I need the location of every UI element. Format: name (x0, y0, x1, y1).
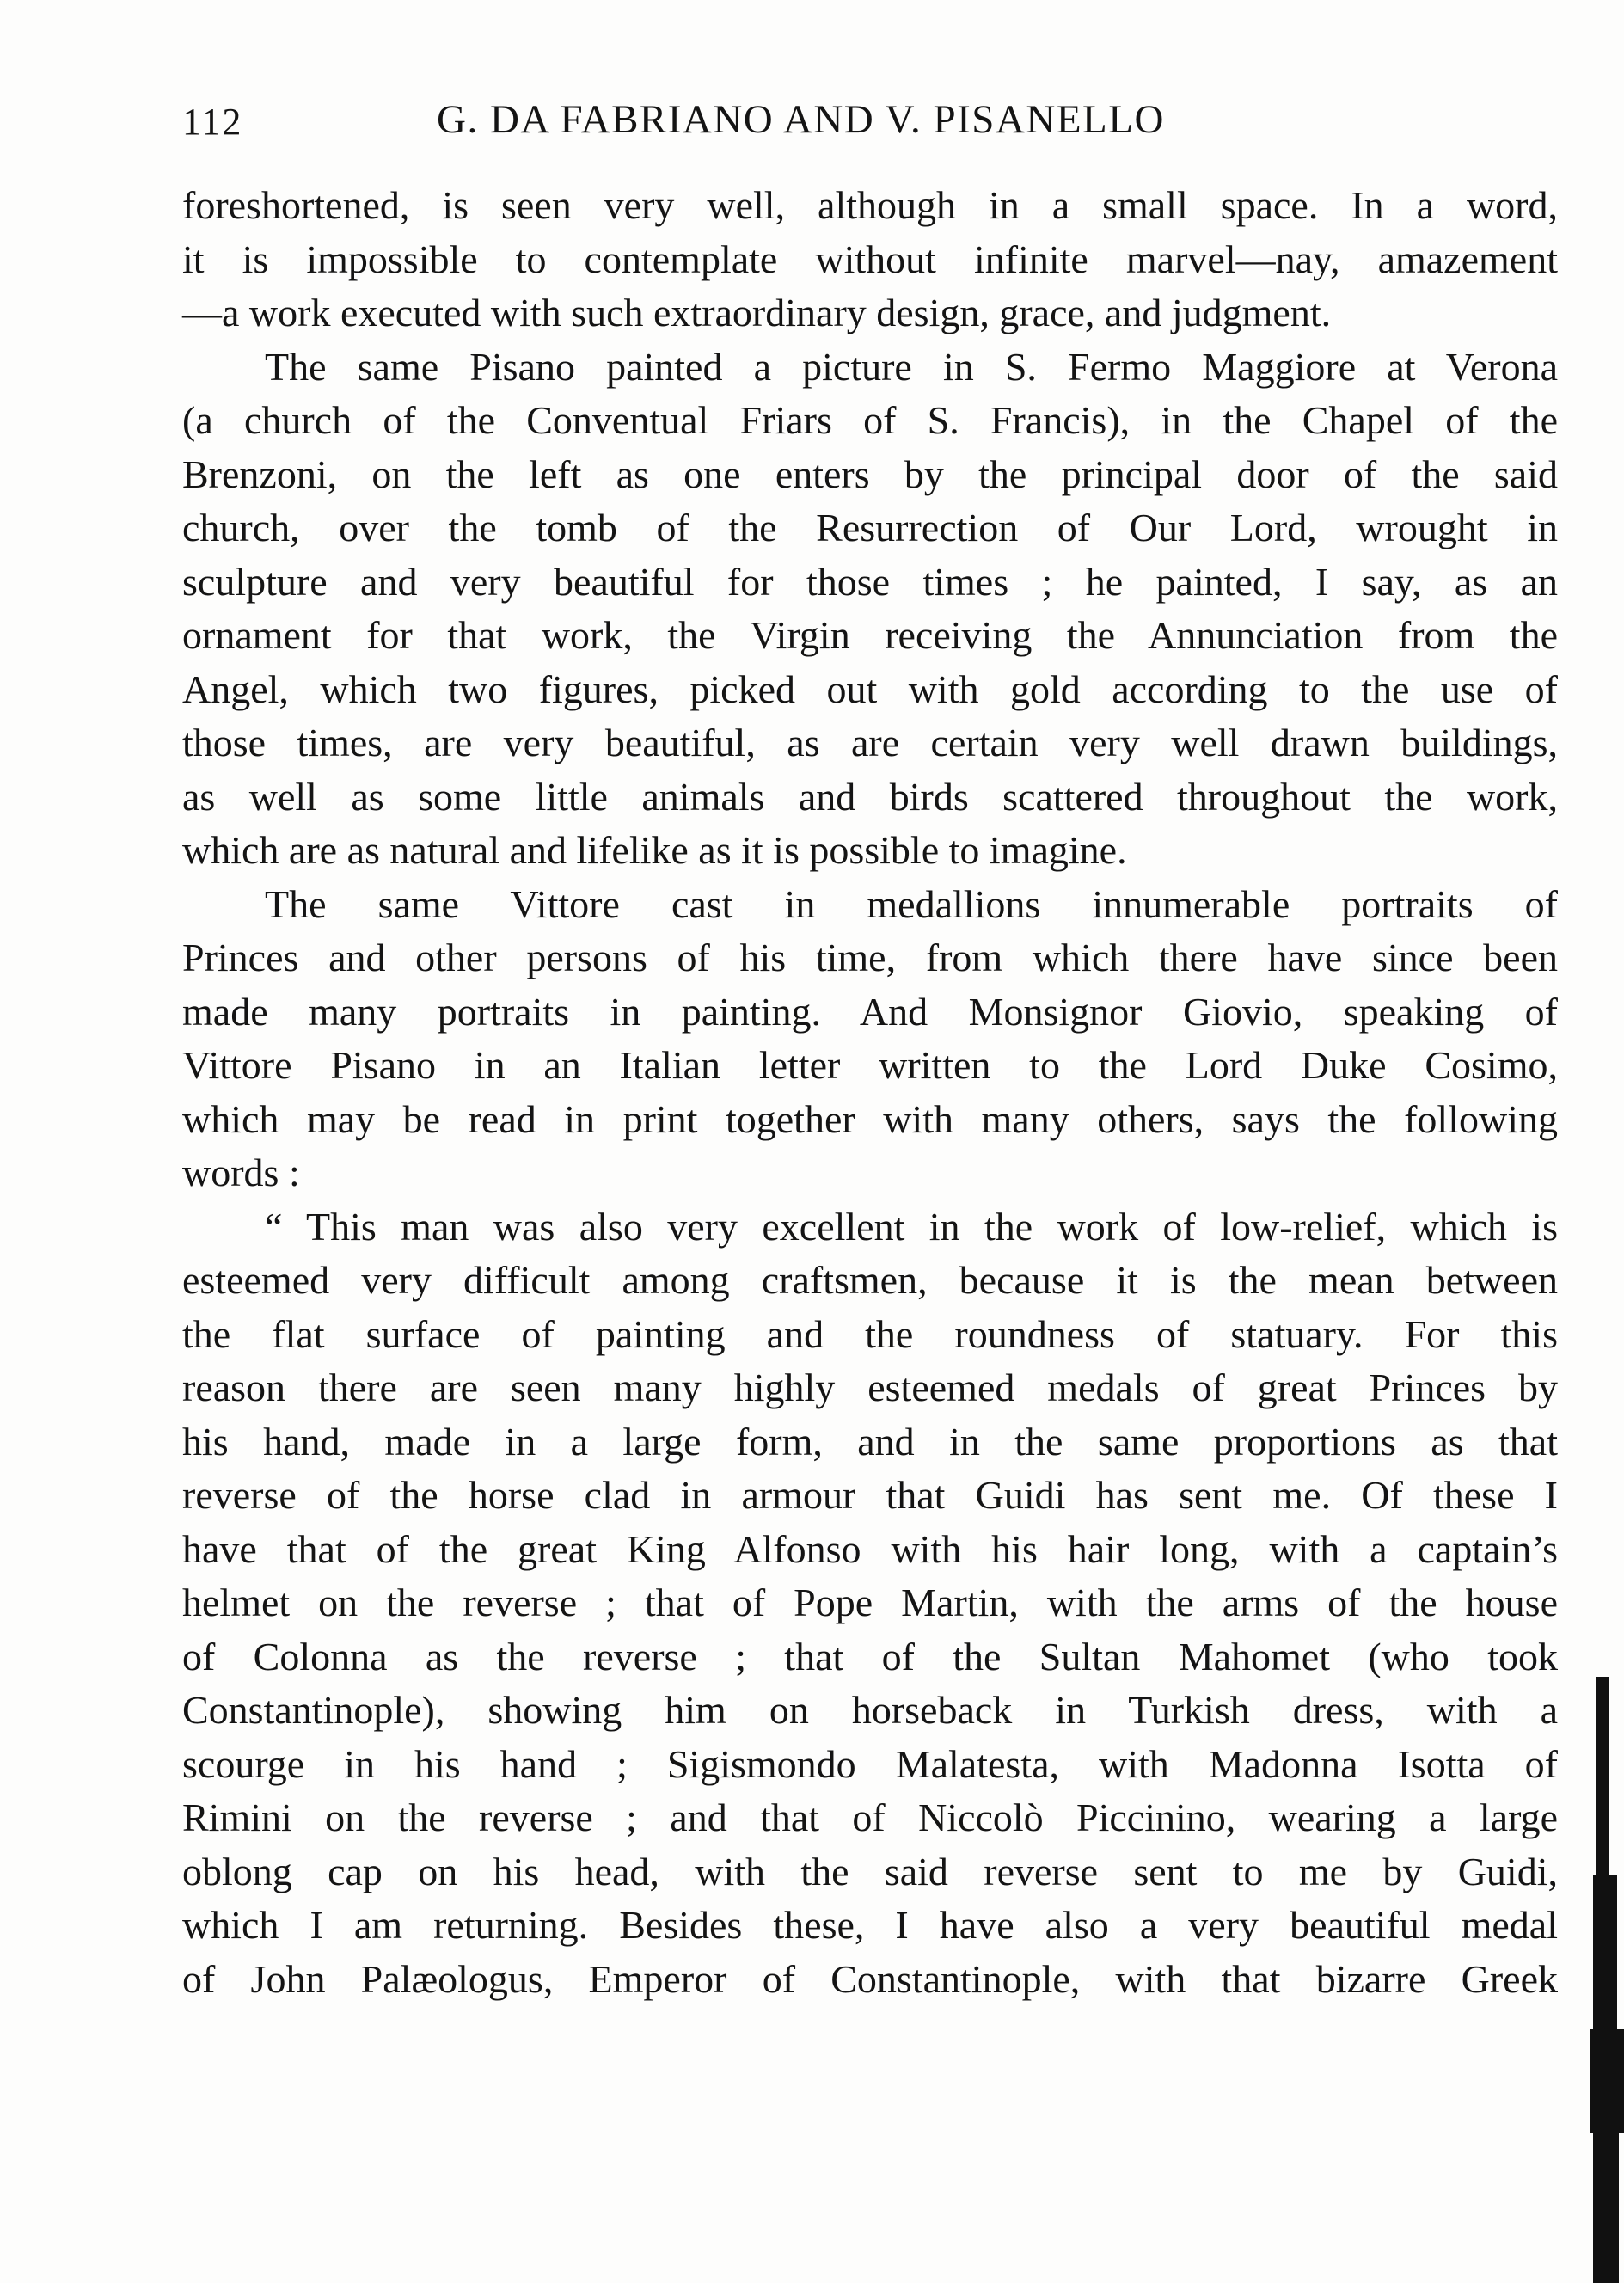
text-line: which I am returning. Besides these, I have also a very beautiful medal (182, 1903, 1558, 1947)
text-line: The same Pisano painted a picture in S. Fermo Maggiore at Verona (265, 344, 1558, 389)
text-line: sculpture and very beautiful for those times ; he painted, I say, as an (182, 559, 1558, 604)
text-line: as well as some little animals and birds scattered throughout the work, (182, 774, 1558, 819)
page-number: 112 (182, 101, 243, 143)
text-line: which may be read in print together with many others, says the following (182, 1096, 1558, 1141)
text-line: which are as natural and lifelike as it is possible to imagine. (182, 828, 1127, 872)
text-line: “ This man was also very excellent in the work of low-relief, which is (265, 1204, 1558, 1249)
text-line: (a church of the Conventual Friars of S. Francis), in the Chapel of the (182, 398, 1558, 442)
text-line: words : (182, 1151, 300, 1194)
text-line: reason there are seen many highly esteemed medals of great Princes by (182, 1366, 1558, 1409)
text-line: foreshortened, is seen very well, although in a small space. In a word, (182, 183, 1558, 227)
text-line: oblong cap on his head, with the said reverse sent to me by Guidi, (182, 1849, 1558, 1893)
text-line: of John Palæologus, Emperor of Constantinople, with that bizarre Greek (182, 1956, 1558, 2001)
page-edge-shadow (1590, 2029, 1624, 2133)
text-line: The same Vittore cast in medallions innumerable portraits of (265, 881, 1558, 926)
text-line: made many portraits in painting. And Monsignor Giovio, speaking of (182, 989, 1558, 1034)
running-head: G. DA FABRIANO AND V. PISANELLO (437, 97, 1165, 142)
text-line: have that of the great King Alfonso with his hair long, with a captain’s (182, 1526, 1558, 1571)
text-line: reverse of the horse clad in armour that Guidi has sent me. Of these I (182, 1473, 1558, 1517)
text-line: of Colonna as the reverse ; that of the Sultan Mahomet (who took (182, 1634, 1558, 1678)
text-line: esteemed very difficult among craftsmen, because it is the mean between (182, 1258, 1558, 1302)
text-line: helmet on the reverse ; that of Pope Martin, with the arms of the house (182, 1580, 1558, 1624)
text-line: Vittore Pisano in an Italian letter written to the Lord Duke Cosimo, (182, 1043, 1558, 1087)
text-line: Brenzoni, on the left as one enters by the principal door of the said (182, 451, 1558, 496)
text-line: —a work executed with such extraordinary design, grace, and judgment. (182, 291, 1332, 334)
page-edge-shadow (1593, 1875, 1617, 2029)
text-line: it is impossible to contemplate without infinite marvel—nay, amazement (182, 236, 1558, 281)
body-text (182, 179, 1558, 2006)
text-line: his hand, made in a large form, and in the same proportions as that (182, 1419, 1558, 1464)
text-line: Constantinople), showing him on horseback in Turkish dress, with a (182, 1688, 1558, 1732)
text-line: church, over the tomb of the Resurrection of Our Lord, wrought in (182, 506, 1558, 549)
page-edge-shadow (1596, 1677, 1609, 1875)
text-line: Angel, which two figures, picked out with gold according to the use of (182, 666, 1558, 711)
text-line: Princes and other persons of his time, from which there have since been (182, 936, 1558, 979)
text-line: Rimini on the reverse ; and that of Niccolò Piccinino, wearing a large (182, 1795, 1558, 1839)
text-line: ornament for that work, the Virgin receiving the Annunciation from the (182, 613, 1558, 657)
text-line: scourge in his hand ; Sigismondo Malatesta, with Madonna Isotta of (182, 1741, 1558, 1786)
page-header (182, 93, 1558, 153)
page-edge-shadow (1593, 2133, 1619, 2283)
text-line: those times, are very beautiful, as are certain very well drawn buildings, (182, 721, 1558, 764)
text-line: the flat surface of painting and the roundness of statuary. For this (182, 1311, 1558, 1356)
